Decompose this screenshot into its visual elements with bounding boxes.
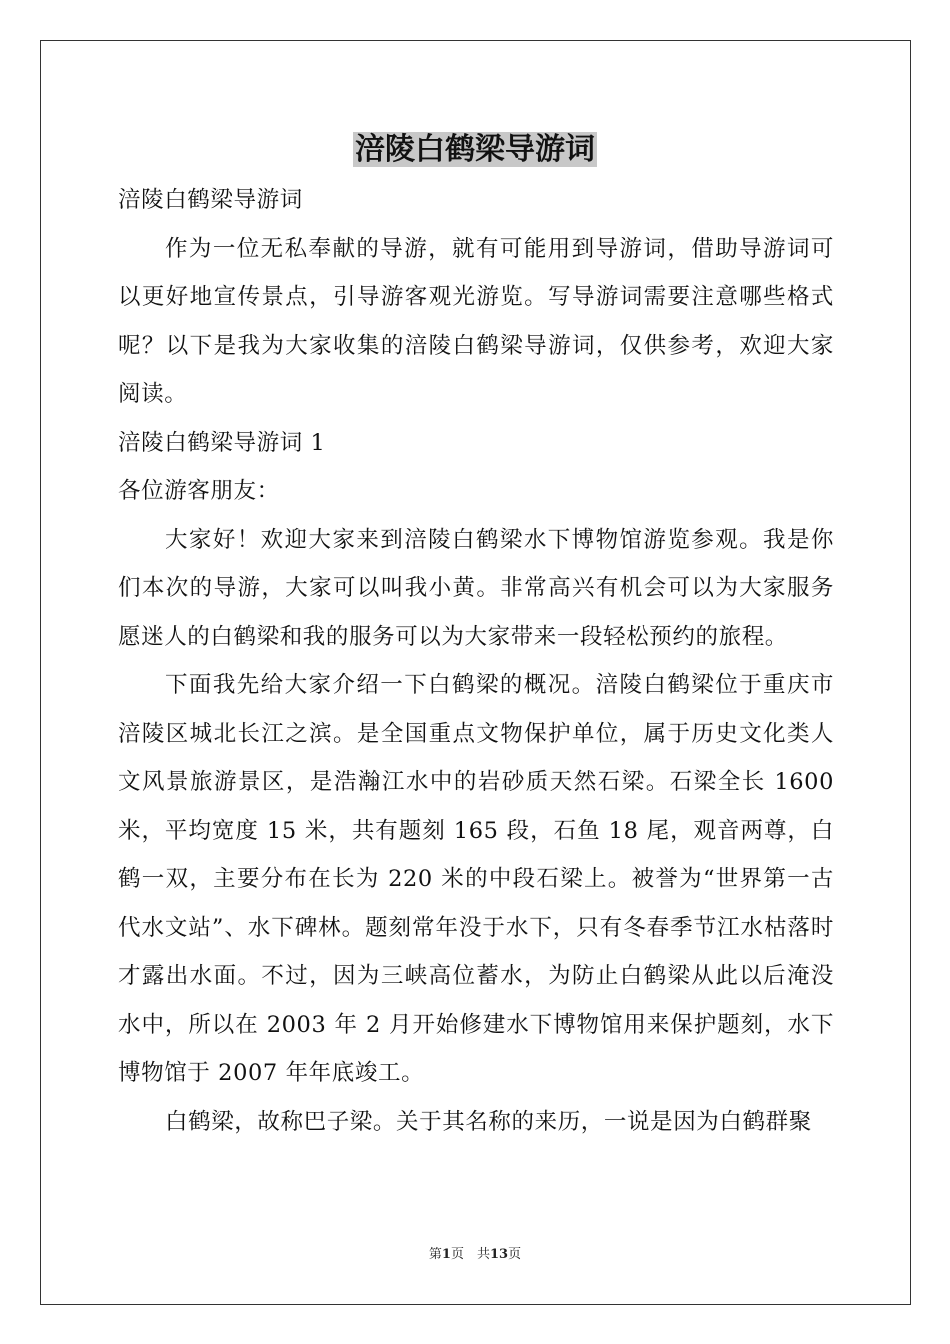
paragraph-welcome: 大家好！欢迎大家来到涪陵白鹤梁水下博物馆游览参观。我是你们本次的导游，大家可以叫我小黄。非常高兴有机会可以为大家服务愿迷人的白鹤梁和我的服务可以为大家带来一段轻松预约的旅程。 — [118, 526, 834, 650]
footer-middle: 页 共 — [450, 1247, 490, 1262]
paragraph-greeting: 各位游客朋友： — [118, 478, 280, 504]
document-title — [0, 128, 950, 172]
footer-total-pages: 13 — [489, 1247, 509, 1262]
paragraph-name-origin: 白鹤梁，故称巴子梁。关于其名称的来历，一说是因为白鹤群聚 — [165, 1108, 812, 1135]
paragraph-overview: 下面我先给大家介绍一下白鹤梁的概况。涪陵白鹤梁位于重庆市涪陵区城北长江之滨。是全国重点文物保护单位，属于历史文化类人文风景旅游景区，是浩瀚江水中的岩砂质天然石梁。石梁全长 1600 米，平均宽度 15 米，共有题刻 165 段，石鱼 18 尾，观音两尊，白鹤一双，主要分布在长为 220 米的中段石梁上。被誉为“世界第一古代水文站”、水下碑林。题刻常年没于水下，只有冬春季节江水枯落时才露出水面。不过，因为三峡高位蓄水，为防止白鹤梁从此以后淹没水中，所以在 2003 年 2 月开始修建水下博物馆用来保护题刻，水下博物馆于 2007 年年底竣工。 — [118, 672, 834, 1086]
paragraph-subtitle: 涪陵白鹤梁导游词 — [118, 187, 303, 213]
footer-page-number: 1 — [441, 1247, 451, 1262]
document-title-text: 涪陵白鹤梁导游词 — [355, 132, 595, 167]
page-footer — [0, 1246, 950, 1264]
section-heading-1: 涪陵白鹤梁导游词 1 — [118, 429, 326, 456]
footer-prefix: 第 — [428, 1247, 442, 1262]
paragraph-intro: 作为一位无私奉献的导游，就有可能用到导游词，借助导游词可以更好地宣传景点，引导游客观光游览。写导游词需要注意哪些格式呢？以下是我为大家收集的涪陵白鹤梁导游词，仅供参考，欢迎大家阅读。 — [118, 235, 834, 407]
footer-suffix: 页 — [508, 1247, 522, 1262]
document-body — [118, 176, 834, 1146]
